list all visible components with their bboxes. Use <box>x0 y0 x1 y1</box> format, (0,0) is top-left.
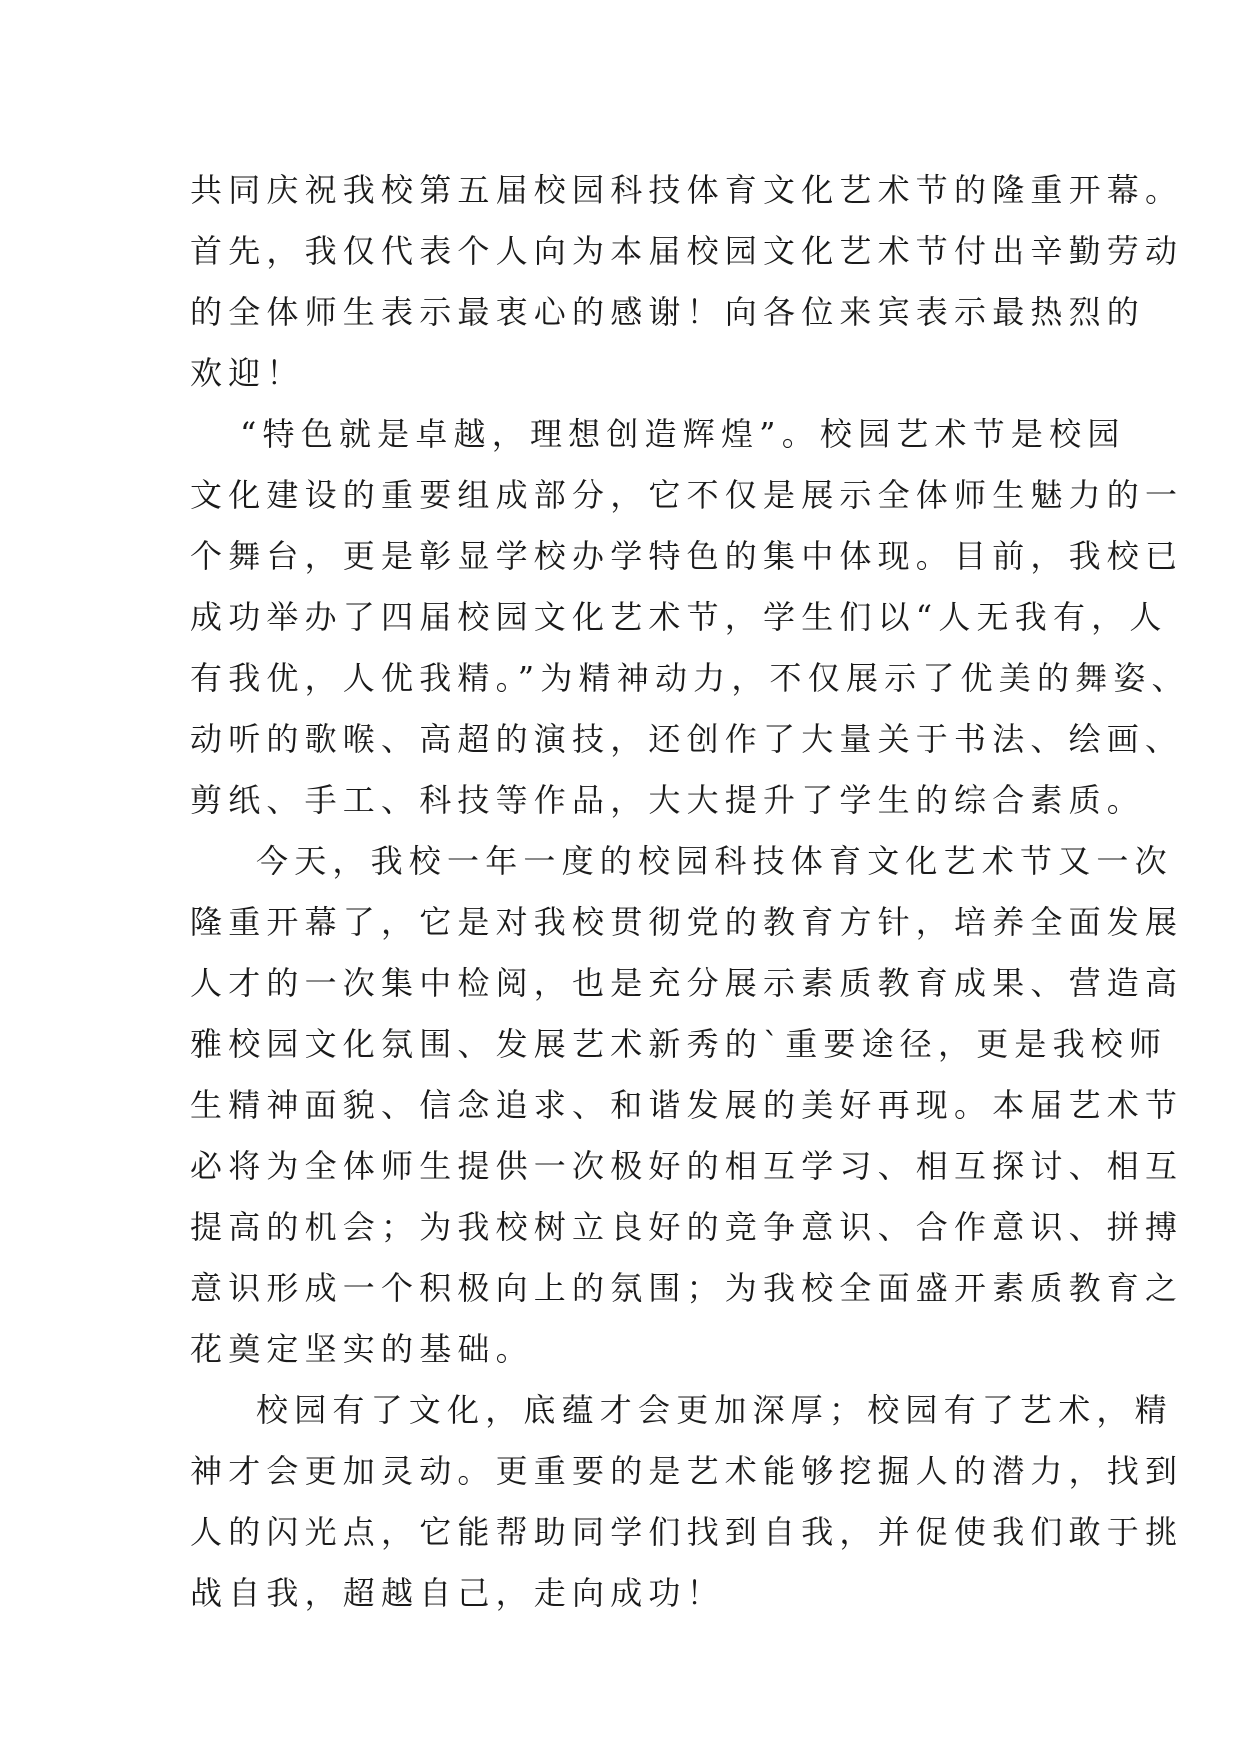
text-line: 动听的歌喉、高超的演技，还创作了大量关于书法、绘画、 <box>190 720 1184 758</box>
text-line: 雅校园文化氛围、发展艺术新秀的`重要途径，更是我校师 <box>190 1025 1168 1063</box>
document-body <box>190 160 1190 1624</box>
text-line: 战自我，超越自己，走向成功！ <box>190 1574 725 1612</box>
text-line: 欢迎！ <box>190 354 305 392</box>
text-line: 人的闪光点，它能帮助同学们找到自我，并促使我们敢于挑 <box>190 1513 1184 1551</box>
text-line: 首先，我仅代表个人向为本届校园文化艺术节付出辛勤劳动 <box>190 232 1184 270</box>
text-line: 的全体师生表示最衷心的感谢！向各位来宾表示最热烈的 <box>190 293 1146 331</box>
text-line: 花奠定坚实的基础。 <box>190 1330 534 1368</box>
text-line: 必将为全体师生提供一次极好的相互学习、相互探讨、相互 <box>190 1147 1184 1185</box>
text-line: 人才的一次集中检阅，也是充分展示素质教育成果、营造高 <box>190 964 1184 1002</box>
text-line: 隆重开幕了，它是对我校贯彻党的教育方针，培养全面发展 <box>190 903 1184 941</box>
paragraph-start-line: “特色就是卓越，理想创造辉煌”。校园艺术节是校园 <box>240 415 1126 453</box>
text-line: 共同庆祝我校第五届校园科技体育文化艺术节的隆重开幕。 <box>190 171 1184 209</box>
text-line: 文化建设的重要组成部分，它不仅是展示全体师生魅力的一 <box>190 476 1184 514</box>
paragraph-start-line: 今天，我校一年一度的校园科技体育文化艺术节又一次 <box>256 842 1173 880</box>
text-line: 意识形成一个积极向上的氛围；为我校全面盛开素质教育之 <box>190 1269 1184 1307</box>
text-line: 生精神面貌、信念追求、和谐发展的美好再现。本届艺术节 <box>190 1086 1184 1124</box>
text-line: 剪纸、手工、科技等作品，大大提升了学生的综合素质。 <box>190 781 1146 819</box>
text-line: 成功举办了四届校园文化艺术节，学生们以“人无我有，人 <box>190 598 1168 636</box>
text-line: 个舞台，更是彰显学校办学特色的集中体现。目前，我校已 <box>190 537 1184 575</box>
paragraph-start-line: 校园有了文化，底蕴才会更加深厚；校园有了艺术，精 <box>256 1391 1173 1429</box>
text-line: 神才会更加灵动。更重要的是艺术能够挖掘人的潜力，找到 <box>190 1452 1184 1490</box>
text-line: 提高的机会；为我校树立良好的竞争意识、合作意识、拼搏 <box>190 1208 1184 1246</box>
text-line: 有我优，人优我精。”为精神动力，不仅展示了优美的舞姿、 <box>190 659 1190 697</box>
